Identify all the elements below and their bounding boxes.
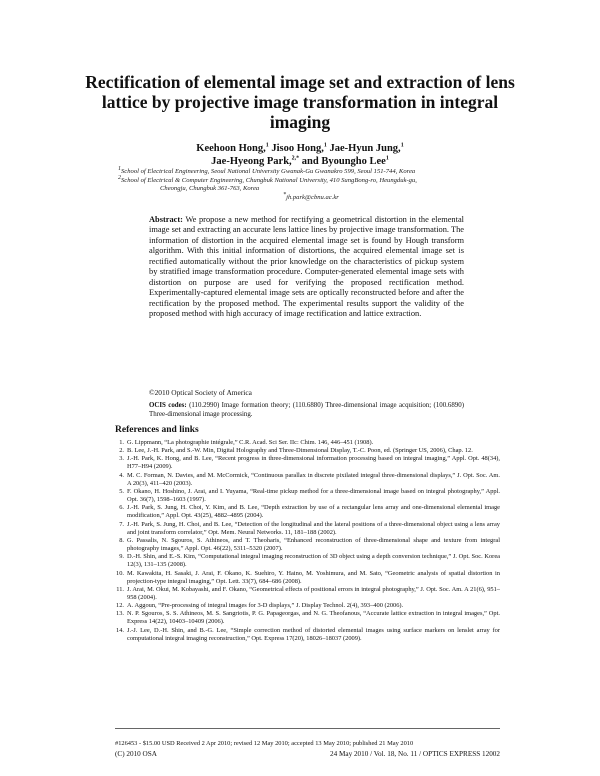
author-name: Jae-Hyeong Park, (211, 156, 292, 167)
footer-copyright: (C) 2010 OSA (115, 750, 157, 758)
reference-item (115, 488, 500, 504)
corresponding-email (118, 191, 498, 203)
reference-number: 7. (119, 520, 124, 528)
ocis-text: (110.2990) Image formation theory; (110.6880) Three-dimensional image acquisition; (100.6890) Three-dimensional image processing. (149, 402, 464, 418)
author-name: Jae-Hyun Jung, (329, 143, 401, 154)
reference-text: J.-H. Park, S. Jung, H. Choi, Y. Kim, and B. Lee, “Depth extraction by use of a rectangular lens array and one-dimensional elemental image modification,” Appl. Opt. 43(25), 4882–4895 (2004). (127, 504, 500, 520)
reference-number: 11. (116, 585, 124, 593)
affiliation-text: School of Electrical Engineering, Seoul National University Gwanak-Gu Gwanakro 599, Seoul 151-744, Korea (121, 168, 416, 175)
reference-item (115, 602, 500, 610)
reference-number: 12. (116, 602, 124, 610)
affiliation-line (118, 174, 498, 186)
affiliation-mark: * (283, 191, 287, 198)
reference-number: 4. (119, 471, 124, 479)
reference-item (115, 570, 500, 586)
reference-text: B. Lee, J.-H. Park, and S.-W. Min, Digital Holography and Three-Dimensional Display, T.-C. Poon, ed. (Springer US, 2006), Chap. 12. (127, 447, 473, 455)
ocis-codes (149, 402, 464, 419)
affiliations (118, 165, 498, 202)
reference-item (115, 553, 500, 569)
author-affiliation-mark: 1 (385, 155, 389, 162)
author-affiliation-mark: 1 (400, 142, 404, 149)
affiliation-mark: 2 (118, 174, 121, 181)
reference-item (115, 504, 500, 520)
reference-item (115, 472, 500, 488)
reference-text: D.-H. Shin, and E.-S. Kim, “Computational integral imaging reconstruction of 3D object using a depth conversion technique,” J. Opt. Soc. Korea 12(3), 131–135 (2008). (127, 553, 500, 569)
submission-info: #126453 - $15.00 USD Received 2 Apr 2010; revised 12 May 2010; accepted 13 May 2010; published 21 May 2010 (115, 740, 414, 747)
affiliation-text: Cheongju, Chungbuk 361-763, Korea (160, 185, 260, 193)
reference-number: 2. (119, 447, 124, 455)
reference-number: 5. (119, 487, 124, 495)
affiliation-line (118, 165, 498, 177)
author-name: Jisoo Hong, (271, 143, 324, 154)
reference-text: J.-J. Lee, D.-H. Shin, and B.-G. Lee, “Simple correction method of distorted elemental images using surface markers on lenslet array for computational integral imaging reconstruction,” Opt. Express 17(20), 18026–18037 (2009). (127, 626, 500, 642)
abstract-label: Abstract: (149, 215, 183, 224)
affiliation-line (118, 185, 498, 194)
reference-text: J.-H. Park, K. Hong, and B. Lee, “Recent progress in three-dimensional information processing based on integral imaging,” Appl. Opt. 48(34), H77–H94 (2009). (127, 455, 500, 471)
abstract-text: We propose a new method for rectifying a geometrical distortion in the elemental image set and extracting an accurate lens lattice lines by projective image transformation. The information of distortion in the acquired elemental image set is found by Hough transform algorithm. With this initial information of distortions, the acquired elemental image set is rectified automatically without the prior knowledge on the characteristics of pickup system by stratified image transformation procedure. Computer-generated elemental image sets with distortion on purpose are used for verifying the proposed rectification method. Experimentally-captured elemental image sets are optically reconstructed before and after the rectification by the proposed method. The experimental results support the validity of the proposed method with high accuracy of image rectification and lattice extraction. (149, 215, 464, 319)
affiliation-text: School of Electrical & Computer Engineering, Chungbuk National University, 410 SungBong-ro, Heungduk-gu, (121, 176, 417, 184)
affiliation-mark: 1 (118, 165, 121, 172)
ocis-label: OCIS codes: (149, 402, 187, 409)
reference-text: N. P. Sgouros, S. S. Athineos, M. S. Sangriotis, P. G. Papageorgas, and N. G. Theofanous, “Accurate lattice extraction in integral images,” Opt. Express 14(22), 10403–10409 (2006). (127, 610, 500, 626)
reference-number: 8. (119, 536, 124, 544)
reference-item (115, 627, 500, 643)
reference-list (115, 439, 500, 643)
author-name: and Byoungho Lee (301, 156, 386, 167)
author-name: Keehoon Hong, (196, 143, 266, 154)
author-affiliation-mark: 1 (323, 142, 327, 149)
reference-item (115, 537, 500, 553)
reference-number: 13. (116, 610, 124, 618)
reference-item (115, 610, 500, 626)
journal-citation: 24 May 2010 / Vol. 18, No. 11 / OPTICS EXPRESS 12002 (330, 750, 500, 758)
affiliation-text: jh.park@cbnu.ac.kr (286, 193, 339, 201)
reference-number: 6. (119, 504, 124, 512)
author-affiliation-mark: 2,* (291, 155, 300, 162)
reference-item (115, 455, 500, 471)
reference-text: A. Aggoun, “Pre-processing of integral images for 3-D displays,” J. Display Technol. 2(4), 393–400 (2006). (127, 602, 404, 610)
reference-item (115, 521, 500, 537)
reference-item (115, 447, 500, 455)
journal-footer (115, 750, 500, 759)
reference-text: M. C. Forman, N. Davies, and M. McCormick, “Continuous parallax in discrete pixilated integral three-dimensional displays,” J. Opt. Soc. Am. A 20(3), 411–420 (2003). (127, 471, 500, 487)
reference-number: 9. (119, 553, 124, 561)
reference-number: 10. (116, 569, 124, 577)
author-list (100, 142, 500, 168)
abstract (149, 215, 464, 320)
reference-item (115, 439, 500, 447)
references-heading: References and links (115, 425, 199, 435)
author-affiliation-mark: 1 (265, 142, 269, 149)
reference-text: F. Okano, H. Hoshino, J. Arai, and I. Yuyama, “Real-time pickup method for a three-dimensional image based on integral photography,” Appl. Opt. 36(7), 1598–1603 (1997). (127, 487, 500, 504)
reference-number: 1. (119, 439, 124, 446)
reference-text: G. Lippmann, “La photographie intégrale,” C.R. Acad. Sci Ser. IIc: Chim. 146, 446–451 (1908). (127, 439, 374, 446)
reference-number: 3. (119, 455, 124, 463)
footer-divider (115, 728, 500, 729)
paper-title: Rectification of elemental image set and extraction of lens lattice by projective image transformation in integral imaging (85, 72, 515, 132)
reference-text: J.-H. Park, S. Jung, H. Choi, and B. Lee, “Detection of the longitudinal and the lateral positions of a three-dimensional object using a lens array and joint transform correlator,” Opt. Mem. Neural Networks. 11, 181–188 (2002). (127, 520, 500, 536)
reference-text: G. Passalis, N. Sgouros, S. Athineos, and T. Theoharis, “Enhanced reconstruction of three-dimensional shape and texture from integral photography images,” Appl. Opt. 46(22), 5311–5320 (2007). (127, 536, 500, 553)
reference-number: 14. (116, 626, 124, 634)
reference-item (115, 586, 500, 602)
copyright-notice: ©2010 Optical Society of America (149, 388, 252, 397)
reference-text: M. Kawakita, H. Sasaki, J. Arai, F. Okano, K. Suehiro, Y. Haino, M. Yoshimura, and M. Sato, “Geometric analysis of spatial distortion in projection-type integral imaging,” Opt. Lett. 33(7), 684–686 (2008). (127, 569, 500, 585)
reference-text: J. Arai, M. Okui, M. Kobayashi, and F. Okano, “Geometrical effects of positional errors in integral photography,” J. Opt. Soc. Am. A 21(6), 951–958 (2004). (127, 585, 500, 601)
